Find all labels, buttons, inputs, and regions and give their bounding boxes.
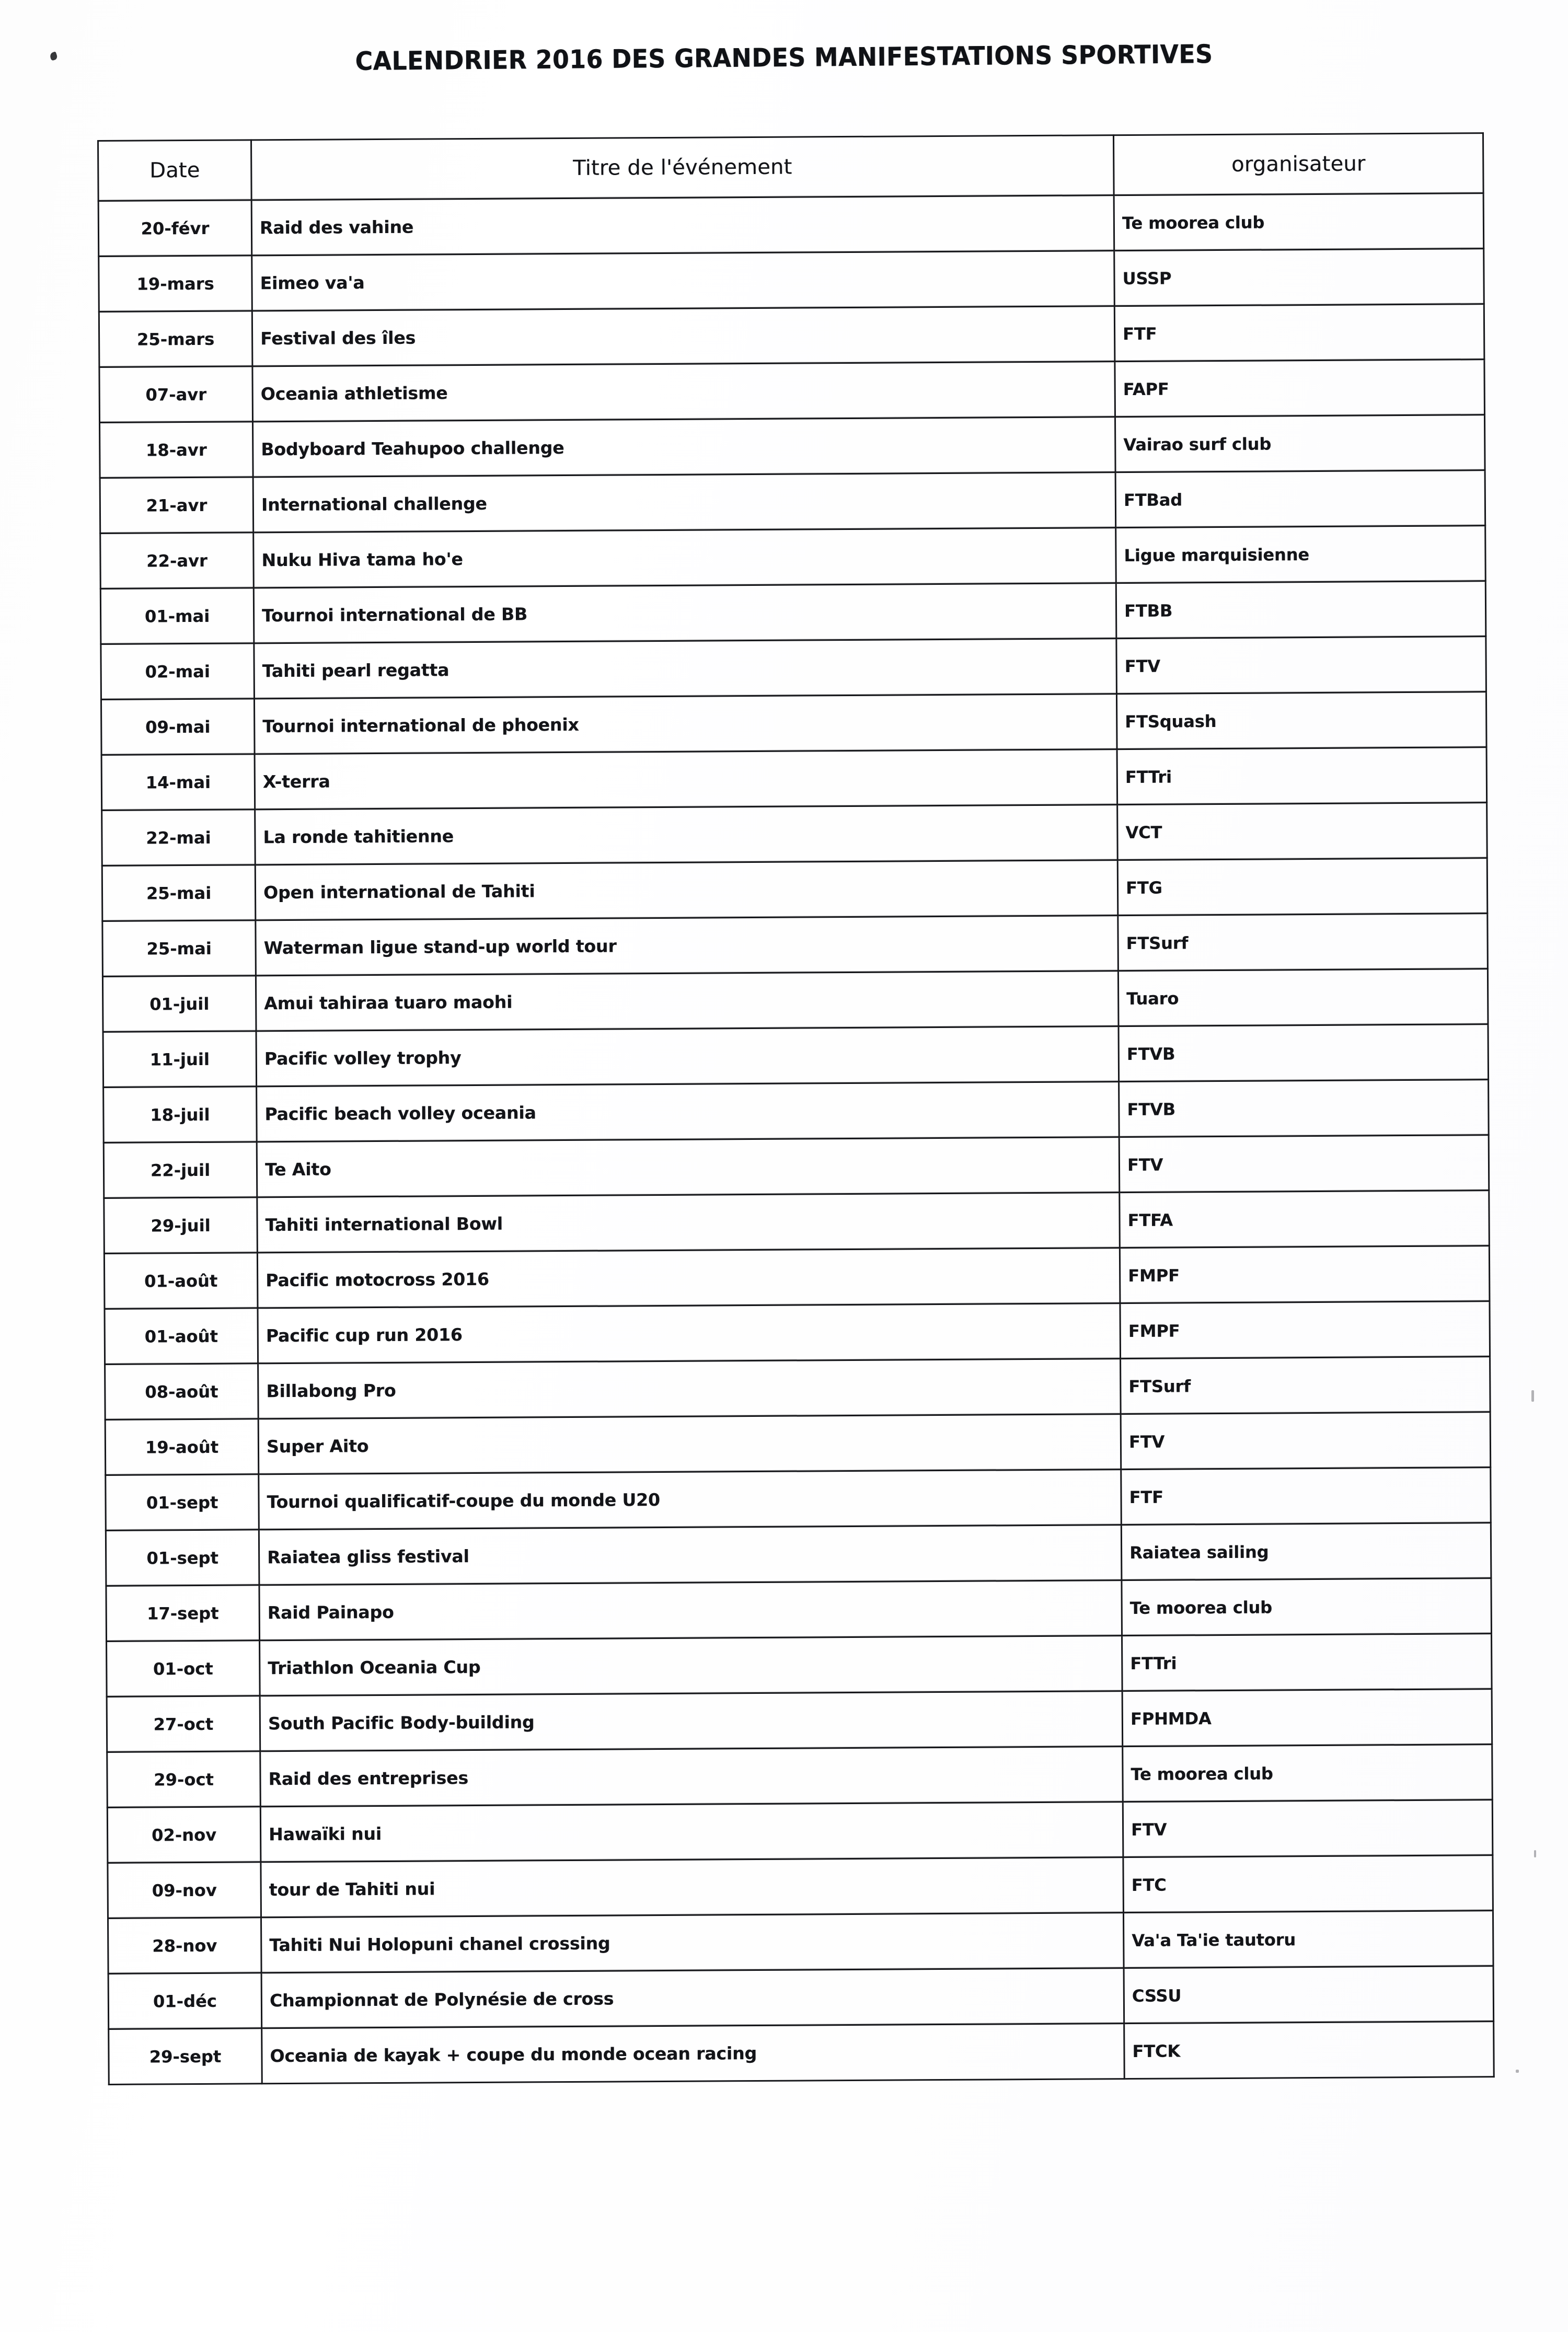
table-row (100, 470, 1485, 534)
event-date-cell: 27-oct (107, 1696, 260, 1752)
event-title-cell: Amui tahiraa tuaro maohi (256, 971, 1119, 1031)
column-header-date: Date (98, 140, 252, 201)
event-date-cell: 25-mai (102, 865, 256, 921)
event-title-cell: Te Aito (257, 1137, 1120, 1197)
event-title-cell: Pacific beach volley oceania (257, 1082, 1120, 1142)
table-row (100, 415, 1485, 478)
table-row (101, 637, 1486, 700)
event-organisateur-cell: Te moorea club (1114, 193, 1484, 251)
event-date-cell: 09-mai (101, 699, 255, 755)
event-date-cell: 08-août (105, 1364, 259, 1420)
event-date-cell: 29-sept (109, 2028, 262, 2085)
table-row (99, 360, 1485, 423)
table-row (104, 1191, 1490, 1254)
table-row (102, 969, 1488, 1032)
event-title-cell: Billabong Pro (258, 1359, 1121, 1419)
table-row (102, 914, 1488, 977)
event-organisateur-cell: FTSurf (1118, 914, 1488, 971)
event-title-cell: Raid des vahine (251, 195, 1114, 256)
event-organisateur-cell: FTSquash (1116, 692, 1486, 749)
event-title-cell: Tournoi qualificatif-coupe du monde U20 (259, 1470, 1122, 1530)
event-organisateur-cell: FTBad (1115, 470, 1485, 528)
event-date-cell: 19-août (105, 1419, 259, 1475)
event-organisateur-cell: Te moorea club (1123, 1745, 1493, 1802)
table-row (103, 1080, 1489, 1143)
event-organisateur-cell: FTCK (1124, 2022, 1494, 2079)
event-title-cell: Raid des entreprises (260, 1747, 1123, 1807)
event-title-cell: X-terra (255, 749, 1117, 810)
table-row (107, 1634, 1492, 1697)
event-organisateur-cell: FTV (1119, 1135, 1489, 1193)
event-date-cell: 28-nov (108, 1918, 262, 1974)
table-row (106, 1468, 1491, 1531)
event-title-cell: La ronde tahitienne (255, 805, 1118, 865)
event-title-cell: Eimeo va'a (252, 251, 1115, 311)
event-organisateur-cell: CSSU (1124, 1966, 1494, 2024)
event-title-cell: Oceania de kayak + coupe du monde ocean racing (262, 2024, 1125, 2084)
event-organisateur-cell: Ligue marquisienne (1116, 526, 1486, 583)
scan-artifact-fleck (1534, 1850, 1536, 1857)
event-date-cell: 25-mars (99, 311, 252, 367)
event-organisateur-cell: FTTri (1122, 1634, 1492, 1691)
event-date-cell: 17-sept (106, 1585, 260, 1642)
table-row (107, 1800, 1493, 1863)
event-organisateur-cell: Vairao surf club (1115, 415, 1485, 472)
table-body (98, 193, 1494, 2085)
event-title-cell: Bodyboard Teahupoo challenge (253, 417, 1116, 477)
table-row (99, 249, 1484, 312)
event-date-cell: 01-août (104, 1253, 258, 1309)
event-title-cell: Tournoi international de phoenix (254, 694, 1117, 754)
table-row (108, 1911, 1494, 1974)
event-date-cell: 01-juil (102, 976, 256, 1032)
event-title-cell: International challenge (253, 472, 1116, 533)
event-title-cell: Oceania athletisme (252, 362, 1115, 422)
event-title-cell: Super Aito (258, 1414, 1121, 1474)
event-organisateur-cell: Tuaro (1118, 969, 1488, 1026)
event-title-cell: Tournoi international de BB (253, 583, 1116, 643)
event-date-cell: 14-mai (101, 754, 255, 811)
event-title-cell: Festival des îles (252, 306, 1115, 366)
event-date-cell: 07-avr (99, 366, 253, 423)
event-title-cell: Pacific volley trophy (256, 1026, 1119, 1087)
event-title-cell: Tahiti pearl regatta (254, 639, 1117, 699)
event-date-cell: 01-mai (100, 588, 254, 644)
event-organisateur-cell: FTBB (1116, 581, 1486, 639)
event-title-cell: Triathlon Oceania Cup (260, 1636, 1123, 1696)
event-date-cell: 02-mai (101, 643, 255, 700)
scan-artifact-fleck (1516, 2070, 1519, 2073)
event-organisateur-cell: FAPF (1115, 360, 1485, 417)
scan-artifact-fleck (1531, 1390, 1534, 1402)
table-row (99, 304, 1484, 367)
event-title-cell: Raid Painapo (259, 1580, 1122, 1641)
event-date-cell: 01-déc (108, 1973, 262, 2029)
column-header-event-title: Titre de l'événement (251, 135, 1114, 200)
table-row (105, 1301, 1490, 1365)
event-title-cell: Pacific motocross 2016 (257, 1248, 1120, 1308)
event-organisateur-cell: FTF (1114, 304, 1484, 362)
table-row (104, 1246, 1490, 1309)
event-organisateur-cell: FTV (1121, 1412, 1491, 1470)
event-organisateur-cell: FTF (1121, 1468, 1491, 1525)
event-date-cell: 11-juil (103, 1031, 257, 1088)
event-organisateur-cell: FTVB (1119, 1080, 1489, 1137)
event-date-cell: 18-avr (100, 422, 253, 478)
event-organisateur-cell: FTG (1117, 858, 1488, 916)
event-date-cell: 25-mai (102, 920, 256, 977)
event-date-cell: 01-sept (106, 1474, 259, 1531)
event-date-cell: 01-oct (107, 1641, 260, 1697)
table-row (107, 1689, 1492, 1752)
table-row (105, 1357, 1491, 1420)
event-organisateur-cell: FTV (1123, 1800, 1493, 1857)
event-title-cell: tour de Tahiti nui (261, 1857, 1124, 1918)
event-date-cell: 22-mai (102, 810, 256, 866)
table-row (98, 193, 1484, 257)
table-row (105, 1412, 1491, 1475)
event-date-cell: 18-juil (103, 1087, 257, 1143)
event-organisateur-cell: FTC (1123, 1855, 1493, 1913)
table-row (101, 747, 1487, 811)
event-title-cell: Championnat de Polynésie de cross (261, 1968, 1124, 2028)
event-organisateur-cell: Raiatea sailing (1121, 1523, 1491, 1580)
table-row (102, 858, 1488, 921)
event-title-cell: Hawaïki nui (260, 1802, 1123, 1862)
event-date-cell: 01-août (105, 1308, 258, 1365)
event-date-cell: 01-sept (106, 1530, 259, 1586)
event-date-cell: 09-nov (108, 1862, 261, 1919)
table-row (100, 526, 1486, 589)
event-organisateur-cell: FTV (1116, 637, 1486, 694)
table-header (98, 133, 1484, 201)
event-title-cell: Raiatea gliss festival (259, 1525, 1122, 1585)
event-title-cell: South Pacific Body-building (260, 1691, 1123, 1751)
table-row (106, 1578, 1492, 1642)
event-organisateur-cell: USSP (1114, 249, 1484, 306)
event-organisateur-cell: FTVB (1119, 1024, 1489, 1082)
event-organisateur-cell: FTTri (1117, 747, 1487, 805)
table-row (100, 581, 1486, 644)
event-date-cell: 02-nov (107, 1807, 261, 1863)
table-row (107, 1745, 1493, 1808)
event-organisateur-cell: FPHMDA (1122, 1689, 1492, 1747)
event-date-cell: 22-juil (103, 1142, 257, 1198)
calendar-table-container (97, 132, 1493, 2085)
table-row (103, 1135, 1489, 1198)
event-date-cell: 21-avr (100, 477, 253, 534)
table-row (108, 1855, 1493, 1919)
event-organisateur-cell: FTFA (1120, 1191, 1490, 1248)
event-date-cell: 19-mars (99, 256, 252, 312)
event-date-cell: 29-juil (104, 1197, 258, 1254)
event-date-cell: 22-avr (100, 533, 254, 589)
event-title-cell: Tahiti Nui Holopuni chanel crossing (261, 1913, 1124, 1973)
event-title-cell: Nuku Hiva tama ho'e (253, 528, 1116, 588)
event-title-cell: Tahiti international Bowl (257, 1193, 1120, 1253)
table-header-row (98, 133, 1484, 201)
event-date-cell: 20-févr (98, 200, 252, 257)
calendar-table (97, 132, 1495, 2085)
event-title-cell: Pacific cup run 2016 (258, 1303, 1121, 1364)
event-organisateur-cell: FTSurf (1121, 1357, 1491, 1414)
column-header-organisateur: organisateur (1113, 133, 1483, 195)
event-title-cell: Waterman ligue stand-up world tour (256, 916, 1119, 976)
table-row (106, 1523, 1491, 1586)
table-row (109, 2022, 1494, 2085)
event-date-cell: 29-oct (107, 1751, 261, 1808)
table-row (102, 803, 1488, 866)
event-organisateur-cell: FMPF (1120, 1246, 1490, 1303)
table-row (108, 1966, 1494, 2029)
event-organisateur-cell: Te moorea club (1122, 1578, 1492, 1636)
table-row (101, 692, 1486, 755)
page-title: CALENDRIER 2016 DES GRANDES MANIFESTATIONS SPORTIVES (355, 39, 1213, 76)
event-title-cell: Open international de Tahiti (255, 860, 1118, 920)
event-organisateur-cell: VCT (1117, 803, 1488, 860)
table-row (103, 1024, 1489, 1088)
event-organisateur-cell: FMPF (1120, 1301, 1490, 1359)
event-organisateur-cell: Va'a Ta'ie tautoru (1123, 1911, 1493, 1968)
